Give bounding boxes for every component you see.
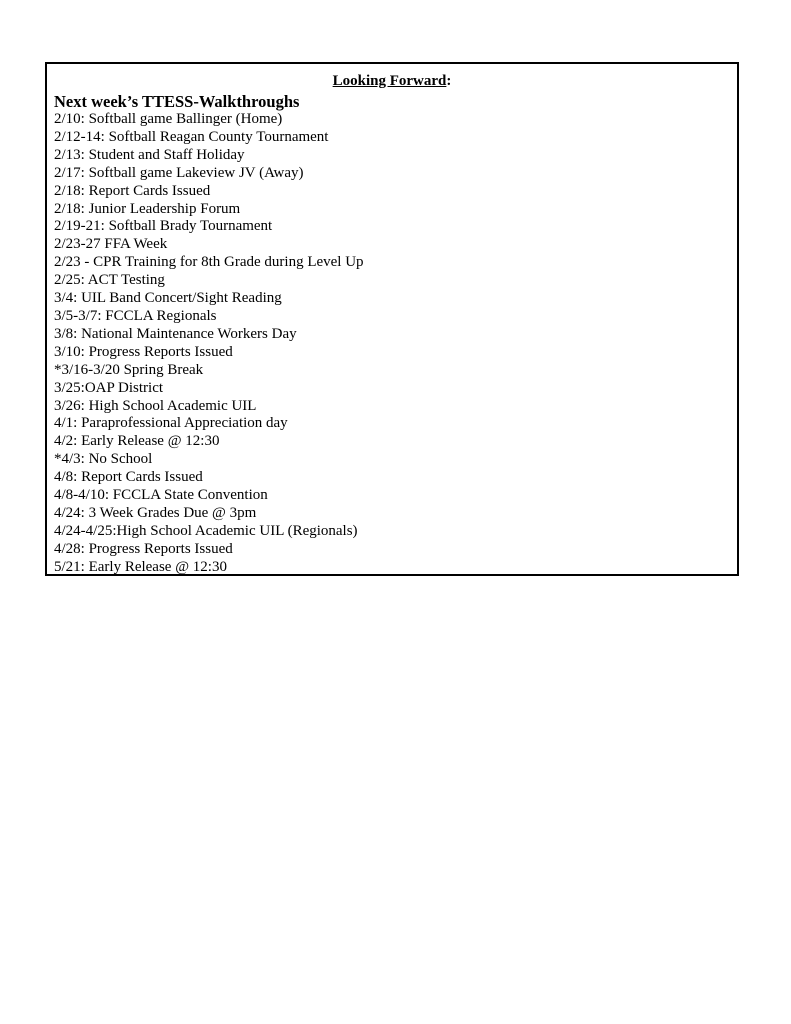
looking-forward-box [45,62,739,576]
list-item: 2/10: Softball game Ballinger (Home) [54,111,283,127]
list-item: 3/25:OAP District [54,379,164,396]
list-item: 3/26: High School Academic UIL [54,397,257,414]
list-item: 2/19-21: Softball Brady Tournament [54,218,273,235]
list-item: 2/23-27 FFA Week [54,236,168,253]
list-item: 2/18: Report Cards Issued [54,182,211,199]
list-item: 4/28: Progress Reports Issued [54,540,233,557]
list-item: 2/25: ACT Testing [54,272,165,289]
events-list [54,111,364,577]
list-item: 4/8: Report Cards Issued [54,469,203,486]
list-item: 2/12-14: Softball Reagan County Tournament [54,128,329,145]
walkthroughs-subheading: Next week’s TTESS-Walkthroughs [54,92,300,111]
list-item: 2/23 - CPR Training for 8th Grade during Level Up [54,254,364,271]
list-item: 3/4: UIL Band Concert/Sight Reading [54,290,282,307]
section-heading [47,72,737,90]
list-item: 3/5-3/7: FCCLA Regionals [54,307,217,324]
heading-title: Looking Forward [332,73,447,89]
list-item: *4/3: No School [54,451,153,468]
list-item: 4/24-4/25:High School Academic UIL (Regionals) [54,522,358,539]
list-item: 4/24: 3 Week Grades Due @ 3pm [54,504,257,521]
list-item: 4/8-4/10: FCCLA State Convention [54,487,268,504]
list-item: *3/16-3/20 Spring Break [54,361,204,378]
list-item: 3/8: National Maintenance Workers Day [54,325,297,342]
list-item: 2/17: Softball game Lakeview JV (Away) [54,164,304,181]
list-item: 4/2: Early Release @ 12:30 [54,433,220,450]
list-item: 5/21: Early Release @ 12:30 [54,558,227,575]
list-item: 4/1: Paraprofessional Appreciation day [54,415,288,432]
list-item: 3/10: Progress Reports Issued [54,343,233,360]
list-item: 2/18: Junior Leadership Forum [54,200,241,217]
list-item: 2/13: Student and Staff Holiday [54,146,245,163]
heading-colon: : [446,73,452,89]
